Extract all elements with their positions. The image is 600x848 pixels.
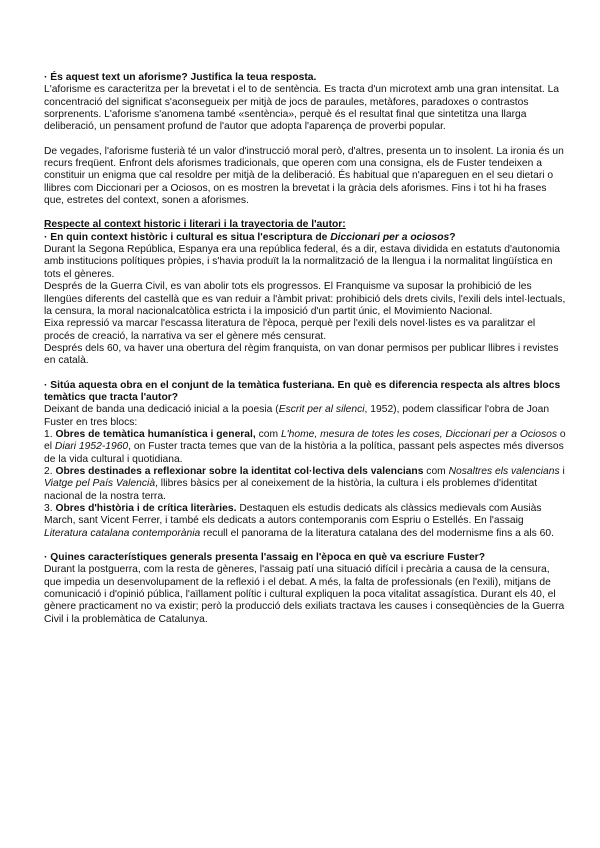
list-item: 2. Obres destinades a reflexionar sobre la identitat col·lectiva dels valencians com Nosaltres els valencians i Viatge pel País Valencià, llibres bàsics per al coneixement de la història, la cultura i els problemes d'identitat nacional de la nostra terra. xyxy=(44,465,565,502)
paragraph: Després dels 60, va haver una obertura del règim franquista, on van donar permisos per publicar llibres i revistes en català. xyxy=(44,342,559,367)
paragraph: Durant la postguerra, com la resta de gèneres, l'assaig patí una situació difícil i precària a causa de la censura, que impedia un desenvolupament de la reflexió i el debat. A més, la falta de professionals (en l'exili), mitjans de comunicació i d'opinió pública, l'aïllament polític i cultural expliquen la poca vitalitat assagística. Durant els 40, el gènere practicament no va existir; però la producció dels exiliats tractava les causes i conseqüències de la Guerra Civil i la problemàtica de Catalunya. xyxy=(44,564,565,625)
paragraph: L'aforisme es caracteritza per la brevetat i el to de sentència. Es tracta d'un microtext amb una gran intensitat. La concentració del significat s'aconsegueix per mitjà de jocs de paraules, metàfores, paradoxes o contrastos sorprenents. L'aforisme s'anomena també «sentència», perquè és el resultat final que sintetitza una llarga deliberació, un pensament profund de l'autor que adopta l'aparença de proverbi popular. xyxy=(44,84,560,133)
paragraph: Durant la Segona República, Espanya era una república federal, és a dir, estava dividida en estatuts d'autonomia amb institucions polítiques pròpies, i s'havia produït la la normalització de la llengua i la normalitat lingüística en tots el gèneres. xyxy=(44,244,560,280)
question-heading: · Quines característiques generals presenta l'assaig en l'època en què va escriure Fuster? xyxy=(44,552,485,564)
paragraph: Deixant de banda una dedicació inicial a la poesia (Escrit per al silenci, 1952), podem classificar l'obra de Joan Fuster en tres blocs: xyxy=(44,404,550,428)
section-title: Respecte al context historic i literari i la trayectoria de l'autor: xyxy=(44,219,346,231)
section-aforisme xyxy=(44,72,568,207)
list-item: 3. Obres d'història i de crítica literàries. Destaquen els estudis dedicats als clàssics medievals com Ausiàs March, sant Vicent Ferrer, i també els dedicats a autors contemporanis com Espriu o Estellés. En l'assaig Literatura catalana contemporània recull el panorama de la literatura catalana des del modernisme fins a als 60. xyxy=(44,503,555,539)
paragraph: De vegades, l'aforisme fusterià té un valor d'instrucció moral però, d'altres, presenta un to insolent. La ironia és un recurs freqüent. Enfront dels aforismes tradicionals, que operen com una consigna, els de Fuster tendeixen a constituir un enigma que cal resoldre per mitjà de la deliberació. És habitual que n'apareguen en el seu dietari o llibres com Diccionari per a Ociosos, on es mostren la brevetat i la gràcia dels aforismes. Fins i tot hi ha frases que, estretes del context, sonen a aforismes. xyxy=(44,145,564,207)
paragraph: Després de la Guerra Civil, es van abolir tots els progressos. El Franquisme va suposar la prohibició de les llengües diferents del castellà que es van reduir a l'àmbit privat: prohibició dels drets civils, l'exili dels intel·lectuals, la censura, la moral nacionalcatòlica estricta i la imposició d'un partit únic, el Movimiento Nacional. xyxy=(44,281,566,317)
question-heading: · En quin context històric i cultural es situa l'escriptura de Diccionari per a ociosos? xyxy=(44,231,456,243)
section-tematica xyxy=(44,380,568,540)
question-heading: · És aquest text un aforisme? Justifica la teua resposta. xyxy=(44,72,317,83)
document-page xyxy=(44,72,568,626)
question-heading: · Sitúa aquesta obra en el conjunt de la temàtica fusteriana. En què es diferencia respecta als altres blocs temàtics que tracta l'autor? xyxy=(44,379,561,403)
section-context xyxy=(44,219,568,367)
section-assaig xyxy=(44,552,568,626)
paragraph: Eixa repressió va marcar l'escassa literatura de l'època, perquè per l'exili dels novel·listes es va paralitzar el procés de creació, la narrativa va ser el gènere més censurat. xyxy=(44,318,536,342)
list-item: 1. Obres de temàtica humanística i general, com L'home, mesura de totes les coses, Diccionari per a Ociosos o el Diari 1952-1960, on Fuster tracta temes que van de la història a la política, passant pels aspectes més diversos de la vida cultural i quotidiana. xyxy=(44,428,566,465)
